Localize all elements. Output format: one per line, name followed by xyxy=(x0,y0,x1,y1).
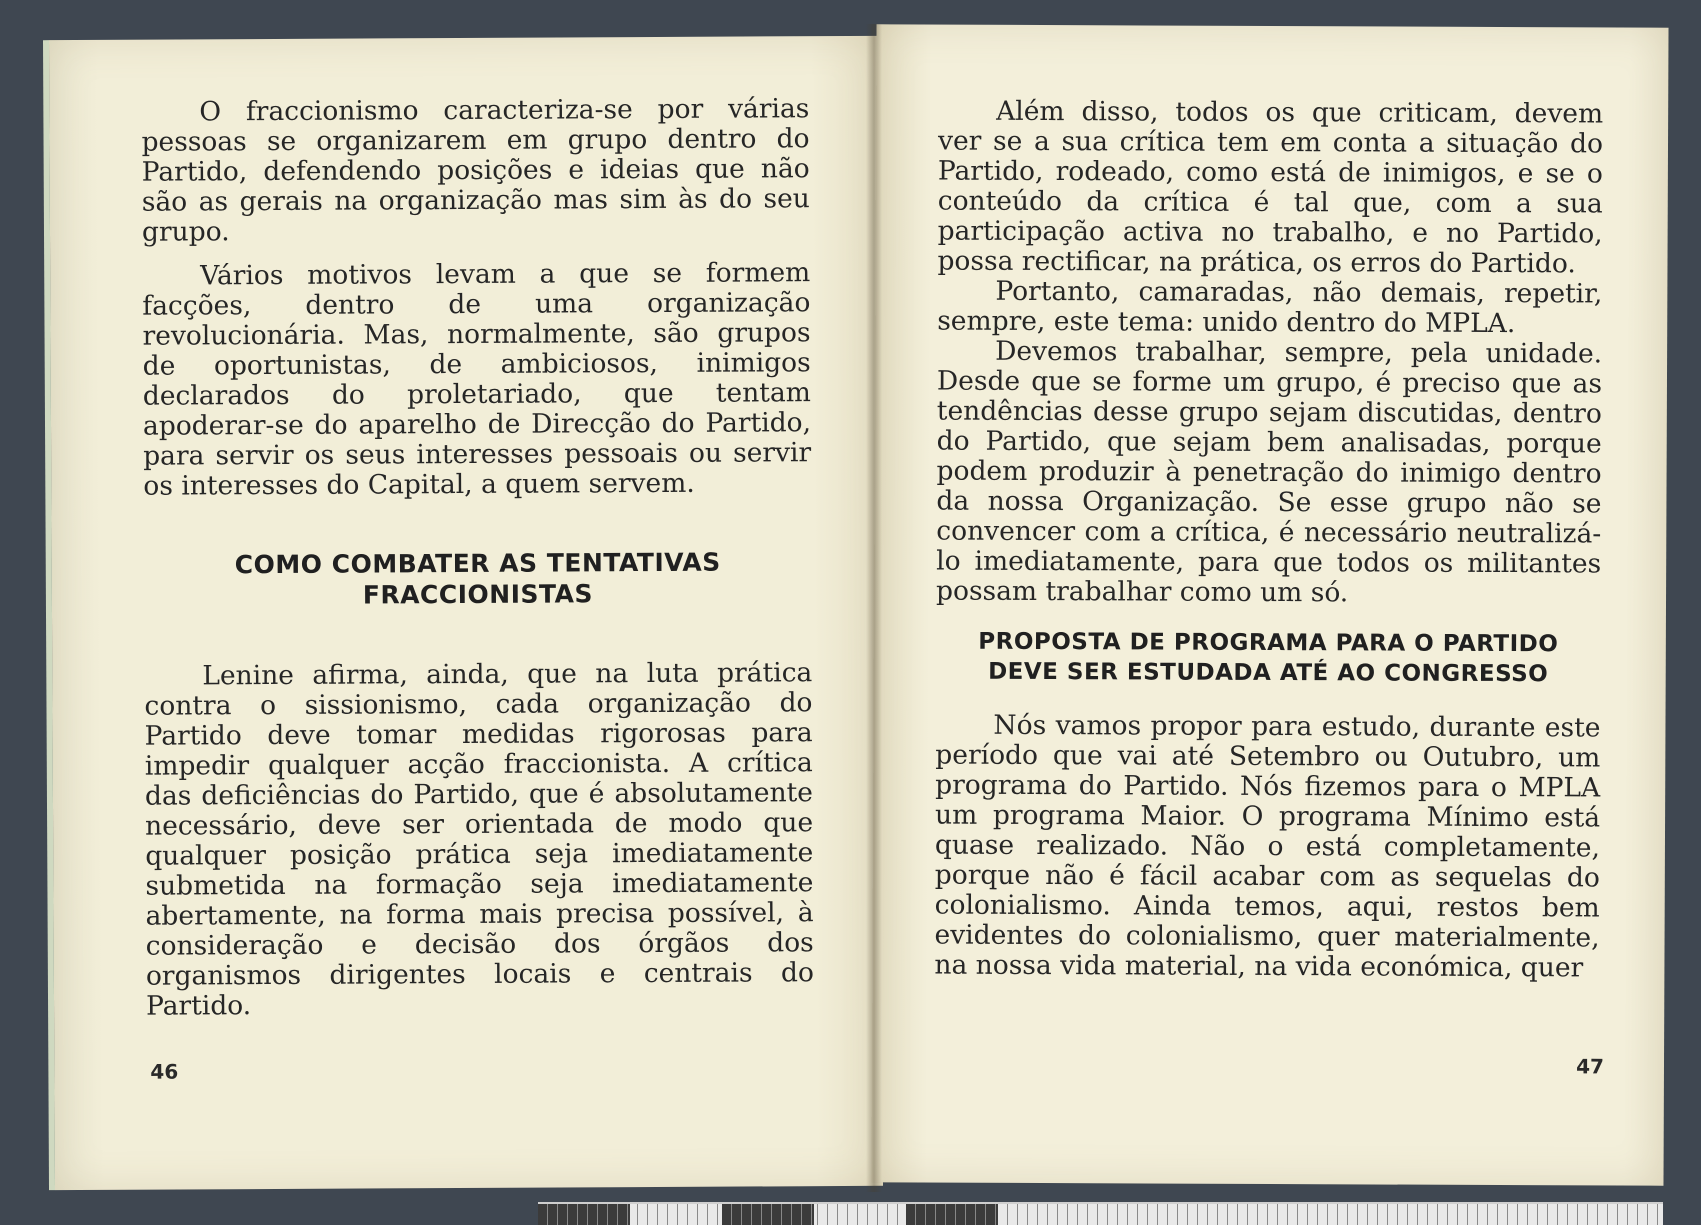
right-paragraph-2: Portanto, camaradas, não demais, repetir, sempre, este tema: unido dentro do MPLA. xyxy=(937,275,1603,340)
right-paragraph-1: Além disso, todos os que criticam, devem ver se a sua crítica tem em conta a situação do Partido, rodeado, como está de inimigos, e se o conteúdo da crítica é tal que, com a sua participação activa no trabalho, e no Partido, possa rectificar, na prática, os erros do Partido. xyxy=(937,95,1604,280)
book-gutter xyxy=(866,24,882,1192)
right-page xyxy=(871,24,1668,1185)
left-paragraph-3: Lenine afirma, ainda, que na luta prática contra o sissionismo, cada organização do Partido deve tomar medidas rigorosas para impedir qualquer acção fraccionista. A crítica das deficiências do Partido, que é absolutamente necessário, deve ser orientada de modo que qualquer posição prática seja imediatamente submetida na formação seja imediatamente abertamente, na forma mais precisa possível, à consideração e decisão dos órgãos dos organismos dirigentes locais e centrais do Partido. xyxy=(144,657,814,1022)
left-paragraph-1: O fraccionismo caracteriza-se por várias pessoas se organizarem em grupo dentro do Partido, defendendo posições e ideias que não são as gerais na organização mas sim às do seu grupo. xyxy=(141,93,810,248)
right-paragraph-3: Devemos trabalhar, sempre, pela unidade. Desde que se forme um grupo, é preciso que as tendências desse grupo sejam discutidas, dentro do Partido, que sejam bem analisadas, porque podem produzir à penetração do inimigo dentro da nossa Organização. Se esse grupo não se convencer com a crítica, é necessário neutralizá-lo imediatamente, para que todos os militantes possam trabalhar como um só. xyxy=(935,335,1603,609)
left-heading-line-2: FRACCIONISTAS xyxy=(362,579,594,610)
left-section-heading xyxy=(144,546,812,611)
right-section-heading xyxy=(936,627,1601,690)
left-page-number: 46 xyxy=(150,1059,179,1084)
right-paragraph-4: Nós vamos propor para estudo, durante este período que vai até Setembro ou Outubro, um programa do Partido. Nós fizemos para o MPLA um programa Maior. O programa Mínimo está quase realizado. Não o está completamente, porque não é fácil acabar com as sequelas do colonialismo. Ainda temos, aqui, restos bem evidentes do colonialismo, quer materialmente, na nossa vida material, na vida económica, quer xyxy=(934,709,1601,984)
right-heading-line-2: DEVE SER ESTUDADA ATÉ AO CONGRESSO xyxy=(988,658,1549,688)
measurement-ruler xyxy=(538,1202,1663,1225)
right-page-text xyxy=(934,97,1603,984)
left-page xyxy=(43,36,883,1190)
left-paragraph-2: Vários motivos levam a que se formem facções, dentro de uma organização revolucionária. Mas, normalmente, são grupos de oportunistas, de ambiciosos, inimigos declarados do proletariado, que tentam apoderar-se do aparelho de Direcção do Partido, para servir os seus interesses pessoais ou servir os interesses do Capital, a quem servem. xyxy=(142,257,812,502)
right-heading-line-1: PROPOSTA DE PROGRAMA PARA O PARTIDO xyxy=(978,628,1559,658)
ruler-dark-segment xyxy=(906,1204,998,1225)
ruler-dark-segment xyxy=(538,1204,630,1225)
left-heading-line-1: COMO COMBATER AS TENTATIVAS xyxy=(234,547,721,580)
left-page-text xyxy=(141,94,814,1021)
ruler-dark-segment xyxy=(722,1204,814,1225)
right-page-number: 47 xyxy=(1576,1054,1605,1079)
